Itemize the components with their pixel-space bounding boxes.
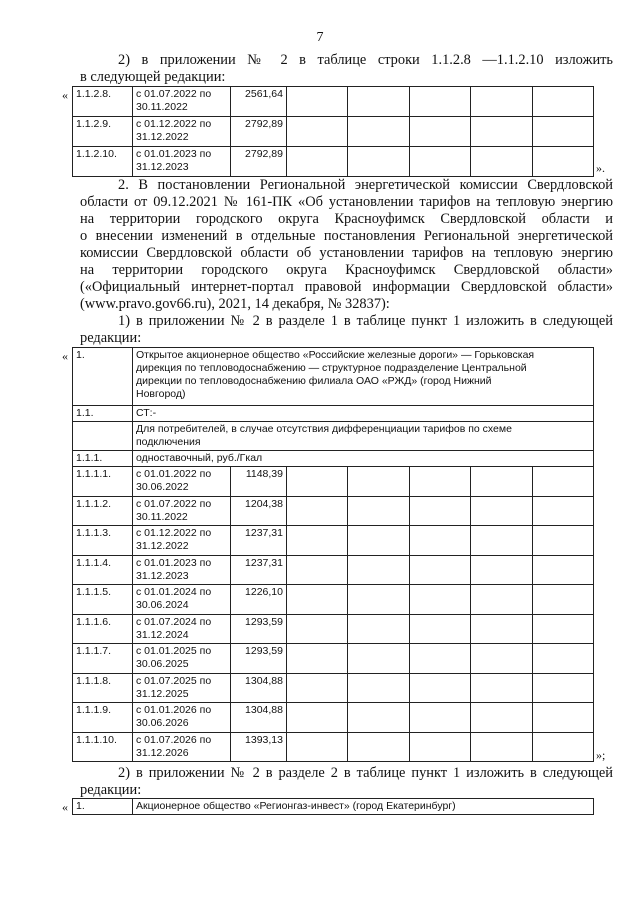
quote-open: «: [62, 800, 68, 814]
quote-open: «: [62, 349, 68, 363]
row-period: с 01.01.2023 по 31.12.2023: [133, 555, 231, 585]
row-value: 1237,31: [231, 555, 287, 585]
item-1-line-2: редакции:: [80, 330, 142, 346]
organization-name: Открытое акционерное общество «Российские железные дороги» — Горьковская дирекция по тепловодоснабжению — структурное подразделение Центральной дирекции по тепловодоснабжению филиала ОАО «РЖД» (город Нижний Новгород): [133, 348, 594, 406]
para-2-line-2: области от 09.12.2021 № 161-ПК «Об установлении тарифов на тепловую энергию: [80, 194, 613, 210]
row-value: 1304,88: [231, 673, 287, 703]
table-row: [73, 703, 594, 733]
item-2-line-2: в следующей редакции:: [80, 69, 226, 85]
row-code: 1.1.1.6.: [73, 614, 133, 644]
row-code: 1.1.1.7.: [73, 644, 133, 674]
row-code: 1.1.1.4.: [73, 555, 133, 585]
consumer-category: Для потребителей, в случае отсутствия дифференциации тарифов по схеме подключения: [133, 422, 594, 451]
para-2-line-7: («Официальный интернет-портал правовой информации Свердловской области»: [80, 279, 613, 295]
row-period: с 01.07.2024 по 31.12.2024: [133, 614, 231, 644]
row-period: с 01.07.2022 по 30.11.2022: [133, 87, 231, 117]
table-row: [73, 555, 594, 585]
row-code: 1.1.1.: [73, 451, 133, 467]
item-2b-line-2: редакции:: [80, 782, 142, 798]
quote-close: ».: [596, 161, 605, 175]
table-row: [73, 585, 594, 615]
row-value: 1293,59: [231, 614, 287, 644]
tariff-table-3: [72, 798, 594, 815]
tariff-table-2: [72, 347, 594, 762]
para-2-line-3: на территории городского округа Красноуфимск Свердловской области и: [80, 211, 613, 227]
para-2-line-5: комиссии Свердловской области об установлении тарифов на тепловую энергию: [80, 245, 613, 261]
tariff-table-1: [72, 86, 594, 177]
table-row: [73, 348, 594, 406]
table-row: [73, 526, 594, 556]
row-period: с 01.07.2025 по 31.12.2025: [133, 673, 231, 703]
row-code: 1.1.2.10.: [73, 147, 133, 177]
row-period: с 01.12.2022 по 31.12.2022: [133, 117, 231, 147]
row-period: с 01.01.2022 по 30.06.2022: [133, 467, 231, 497]
item-2b-line-1: 2) в приложении № 2 в разделе 2 в таблице пункт 1 изложить в следующей: [118, 765, 613, 781]
row-code: 1.1.1.3.: [73, 526, 133, 556]
table-row: [73, 422, 594, 451]
item-2-line-1: 2) в приложении № 2 в таблице строки 1.1.2.8 —1.1.2.10 изложить: [118, 52, 613, 68]
row-text: СТ:-: [133, 406, 594, 422]
row-value: 1204,38: [231, 496, 287, 526]
row-value: 1293,59: [231, 644, 287, 674]
table-row: [73, 496, 594, 526]
row-value: 2792,89: [231, 147, 287, 177]
row-period: с 01.01.2023 по 31.12.2023: [133, 147, 231, 177]
row-period: с 01.01.2024 по 30.06.2024: [133, 585, 231, 615]
row-period: с 01.01.2025 по 30.06.2025: [133, 644, 231, 674]
row-period: с 01.07.2022 по 30.11.2022: [133, 496, 231, 526]
row-period: с 01.01.2026 по 30.06.2026: [133, 703, 231, 733]
row-code: 1.1.1.9.: [73, 703, 133, 733]
table-row: [73, 87, 594, 117]
row-period: с 01.07.2026 по 31.12.2026: [133, 732, 231, 762]
row-code: 1.1.1.2.: [73, 496, 133, 526]
row-code: 1.1.1.10.: [73, 732, 133, 762]
table-row: [73, 673, 594, 703]
row-value: 2792,89: [231, 117, 287, 147]
row-code: 1.1.1.5.: [73, 585, 133, 615]
table-row: [73, 451, 594, 467]
table-row: [73, 732, 594, 762]
row-code: 1.1.: [73, 406, 133, 422]
row-code: 1.1.2.8.: [73, 87, 133, 117]
table-row: [73, 614, 594, 644]
para-2-line-8: (www.pravo.gov66.ru), 2021, 14 декабря, № 32837):: [80, 296, 390, 312]
row-value: 1304,88: [231, 703, 287, 733]
row-code: 1.1.2.9.: [73, 117, 133, 147]
row-value: 2561,64: [231, 87, 287, 117]
row-code: 1.1.1.1.: [73, 467, 133, 497]
row-period: с 01.12.2022 по 31.12.2022: [133, 526, 231, 556]
table-row: [73, 406, 594, 422]
para-2-line-1: 2. В постановлении Региональной энергетической комиссии Свердловской: [118, 177, 613, 193]
item-1-line-1: 1) в приложении № 2 в разделе 1 в таблице пункт 1 изложить в следующей: [118, 313, 613, 329]
table-row: [73, 147, 594, 177]
row-code: 1.1.1.8.: [73, 673, 133, 703]
tariff-type: одноставочный, руб./Гкал: [133, 451, 594, 467]
row-value: 1237,31: [231, 526, 287, 556]
organization-name: Акционерное общество «Регионгаз-инвест» (город Екатеринбург): [133, 799, 594, 815]
row-value: 1393,13: [231, 732, 287, 762]
row-code: 1.: [73, 348, 133, 406]
table-row: [73, 467, 594, 497]
table-row: [73, 644, 594, 674]
para-2-line-6: на территории городского округа Красноуфимск Свердловской области»: [80, 262, 613, 278]
quote-close: »;: [596, 748, 606, 762]
row-code: 1.: [73, 799, 133, 815]
quote-open: «: [62, 88, 68, 102]
row-value: 1148,39: [231, 467, 287, 497]
table-row: [73, 799, 594, 815]
page-number: 7: [316, 30, 324, 45]
row-value: 1226,10: [231, 585, 287, 615]
para-2-line-4: о внесении изменений в отдельные постановления Региональной энергетической: [80, 228, 613, 244]
table-row: [73, 117, 594, 147]
